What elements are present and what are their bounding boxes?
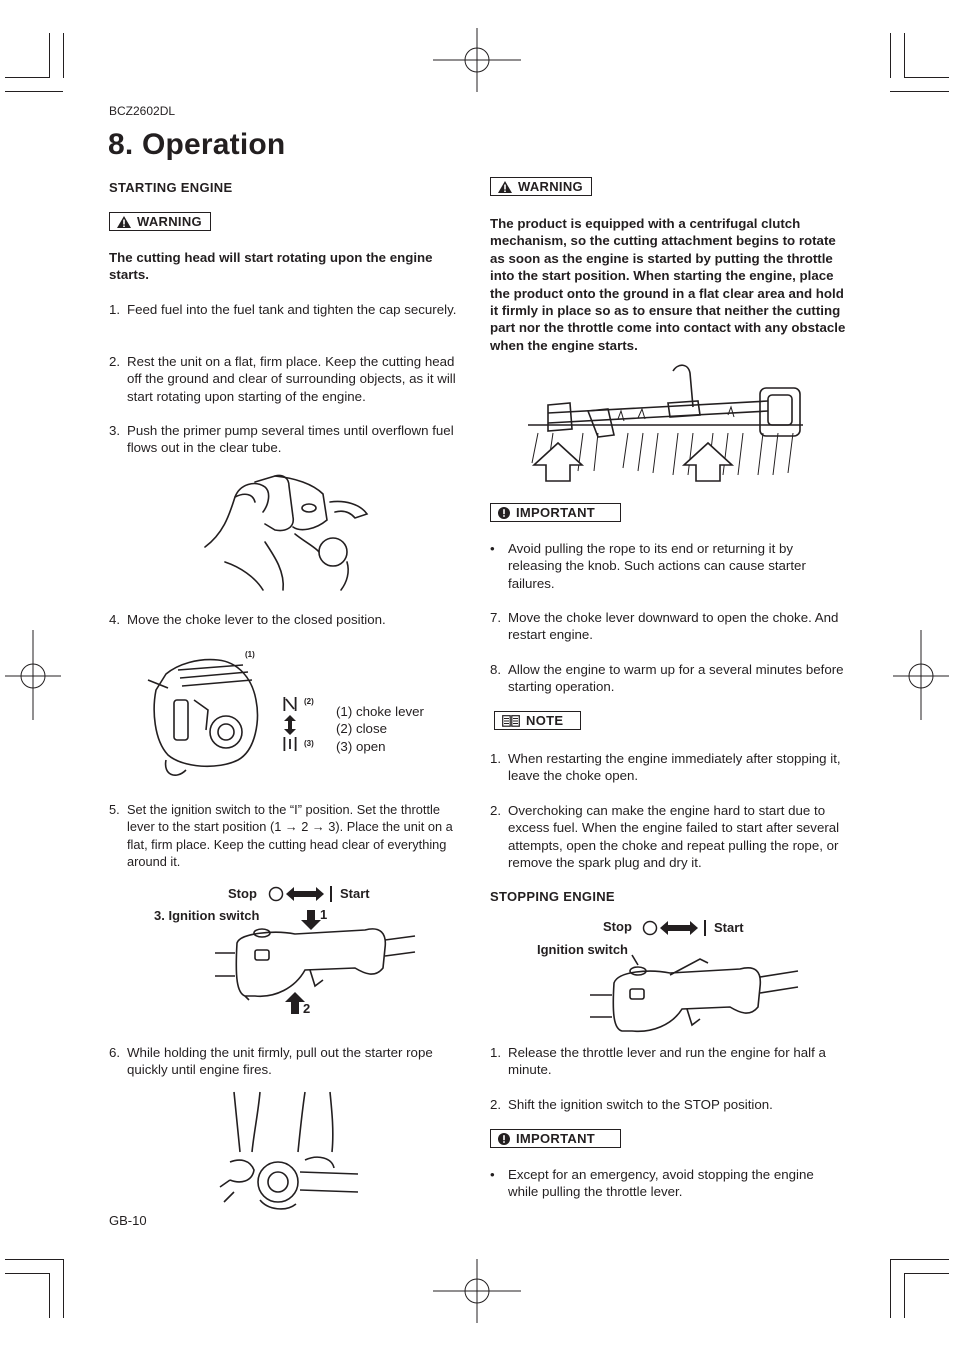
right-warning-badge — [490, 177, 592, 196]
up-down-arrow-icon — [284, 715, 296, 735]
warning-label: WARNING — [137, 214, 202, 229]
warning-text: The cutting head will start rotating upon the engine starts. — [109, 250, 433, 283]
stop-step-1: 1. Release the throttle lever and run the engine for half a minute. — [490, 1045, 826, 1078]
callout-2: (2) — [304, 697, 314, 706]
important-badge — [490, 503, 621, 522]
step-8: 8. Allow the engine to warm up for a several minutes before starting operation. — [490, 662, 844, 695]
right-ignition-switch-label: Ignition switch — [537, 942, 628, 957]
right-stop-label: Stop — [603, 919, 632, 934]
legend-choke-lever: (1) choke lever — [336, 704, 424, 719]
starting-engine-heading: STARTING ENGINE — [109, 180, 233, 195]
right-warning-label: WARNING — [518, 179, 583, 194]
callout-1: (1) — [245, 650, 255, 659]
legend-open: (3) open — [336, 739, 386, 754]
choke-engine-illustration — [148, 650, 273, 780]
step-4: 4. Move the choke lever to the closed position. — [109, 612, 386, 627]
step-1: 1. Feed fuel into the fuel tank and tighten the cap securely. — [109, 302, 457, 317]
note-1: 1. When restarting the engine immediately after stopping it, leave the choke open. — [490, 751, 841, 784]
right-throttle-handle-illustration — [590, 955, 800, 1035]
stop-label: Stop — [228, 886, 257, 901]
stopping-engine-heading: STOPPING ENGINE — [490, 889, 615, 904]
page-number: GB-10 — [109, 1213, 147, 1228]
important-bullet: • Avoid pulling the rope to its end or returning it by releasing the knob. Such actions can cause starter failures. — [490, 541, 806, 591]
ignition-switch-label: 3. Ignition switch — [154, 908, 260, 923]
clutch-warning-text: The product is equipped with a centrifugal clutch mechanism, so the cutting attachment begins to rotate as soon as the engine is started by putting the throttle into the start position. When starting the engine, place the product onto the ground in a flat clear area and hold it firmly in place so as to ensure that neither the cutting part nor the throttle come into contact with any obstacle when the engine starts. — [490, 216, 846, 353]
exclamation-circle-icon — [498, 1133, 510, 1145]
step-2: 2. Rest the unit on a flat, firm place. Keep the cutting head off the ground and clear of surrounding objects, as it will start rotating upon starting of the engine. — [109, 354, 456, 404]
note-icon — [502, 715, 520, 727]
important-badge-2 — [490, 1129, 621, 1148]
stop-start-switch-icon — [268, 885, 332, 903]
choke-open-icon — [283, 737, 297, 751]
note-badge — [494, 711, 581, 730]
right-start-label: Start — [714, 920, 744, 935]
legend-close: (2) close — [336, 721, 387, 736]
step-3: 3. Push the primer pump several times until overflown fuel flows out in the clear tube. — [109, 423, 454, 456]
stop-step-2: 2. Shift the ignition switch to the STOP position. — [490, 1097, 773, 1112]
step-5: 5. Set the ignition switch to the “I” position. Set the throttle lever to the start position (1 → 2 → 3). Place the unit on a flat, firm place. Keep the cutting head clear of everything around it. — [109, 802, 453, 870]
important-label-2: IMPORTANT — [516, 1131, 596, 1146]
warning-triangle-icon — [498, 181, 512, 193]
callout-3: (3) — [304, 739, 314, 748]
pull-starter-illustration — [220, 1092, 360, 1217]
note-2: 2. Overchoking can make the engine hard to start due to excess fuel. When the engine failed to start after several attempts, open the choke and repeat pulling the rope, or remove the spark plug and dry it. — [490, 803, 840, 871]
page-title: 8. Operation — [108, 128, 286, 161]
start-label: Start — [340, 886, 370, 901]
arrow-2-label: 2 — [303, 1001, 311, 1016]
arrow-1-label: 1 — [320, 907, 328, 922]
step-6: 6. While holding the unit firmly, pull out the starter rope quickly until engine fires. — [109, 1045, 433, 1078]
exclamation-circle-icon — [498, 507, 510, 519]
primer-pump-illustration — [205, 472, 375, 592]
throttle-handle-illustration — [215, 908, 415, 1018]
choke-closed-icon — [283, 697, 297, 711]
warning-triangle-icon — [117, 216, 131, 228]
unit-on-ground-illustration — [528, 363, 803, 483]
note-label: NOTE — [526, 713, 564, 728]
important-bullet-2: • Except for an emergency, avoid stopping the engine while pulling the throttle lever. — [490, 1167, 814, 1200]
warning-badge — [109, 212, 211, 231]
important-label: IMPORTANT — [516, 505, 596, 520]
model-number: BCZ2602DL — [109, 104, 176, 118]
step-7: 7. Move the choke lever downward to open the choke. And restart engine. — [490, 610, 839, 643]
right-stop-start-switch-icon — [642, 919, 706, 937]
